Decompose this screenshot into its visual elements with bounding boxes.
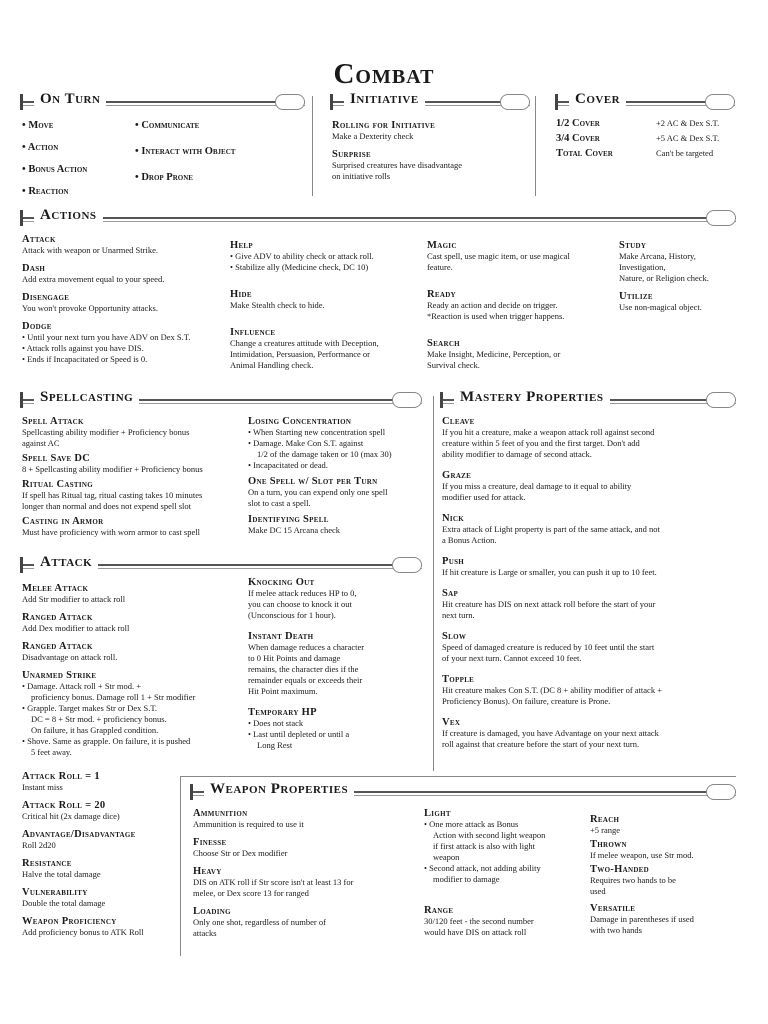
misc-title: Weapon Proficiency: [22, 916, 117, 927]
actions-col4: [619, 240, 749, 313]
versatile-line: with two hands: [590, 925, 642, 935]
dash-title: Dash: [22, 263, 46, 274]
instant-line: When damage reduces a character: [248, 642, 365, 652]
cover-name: 3/4 Cover: [556, 133, 600, 144]
thrown-text: If melee weapon, use Str mod.: [590, 850, 694, 860]
mastery-item-line: a Bonus Action.: [442, 535, 497, 545]
misc-title: Resistance: [22, 858, 72, 869]
one-spell-line: slot to cast a spell.: [248, 498, 311, 508]
on-turn-title: On Turn: [34, 91, 106, 108]
mastery-item-line: If hit creature is Large or smaller, you can push it up to 10 feet.: [442, 567, 657, 577]
loading-title: Loading: [193, 906, 231, 917]
mastery-item-line: Proficiency Bonus). On failure, creature is Prone.: [442, 696, 611, 706]
divider: [180, 776, 736, 777]
misc-text: Add proficiency bonus to ATK Roll: [22, 927, 144, 937]
temp-hp-title: Temporary HP: [248, 707, 317, 718]
light-line: Action with second light weapon: [433, 830, 546, 840]
magic-line: feature.: [427, 262, 453, 272]
unarmed-line: • Shove. Same as grapple. On failure, it is pushed: [22, 736, 191, 746]
identify-text: Make DC 15 Arcana check: [248, 525, 341, 535]
finesse-text: Choose Str or Dex modifier: [193, 848, 288, 858]
misc-text: Double the total damage: [22, 898, 106, 908]
attack-header: [20, 555, 422, 575]
attack-section-title: Attack: [34, 554, 98, 571]
on-turn-item: • Drop Prone: [135, 165, 305, 191]
ranged-text: Add Dex modifier to attack roll: [22, 623, 130, 633]
ritual-line: longer than normal and does not expend spell slot: [22, 501, 192, 511]
misc-text: Critical hit (2x damage dice): [22, 811, 120, 821]
one-spell-line: On a turn, you can expend only one spell: [248, 487, 388, 497]
on-turn-item: • Action: [22, 137, 132, 159]
light-line: • Second attack, not adding ability: [424, 863, 541, 873]
divider: [433, 396, 434, 771]
instant-line: remainder equals or exceeds their: [248, 675, 363, 685]
on-turn-col2: [135, 113, 305, 191]
initiative-header: [330, 92, 530, 112]
divider: [535, 96, 536, 196]
two-handed-title: Two-Handed: [590, 864, 650, 875]
misc-title: Attack Roll = 1: [22, 771, 100, 782]
attack-title: Attack: [22, 234, 56, 245]
losing-line: • When Starting new concentration spell: [248, 427, 386, 437]
spellcasting-col1: [22, 416, 247, 538]
cover-value: +5 AC & Dex S.T.: [656, 133, 720, 143]
misc-text: Roll 2d20: [22, 840, 56, 850]
spell-save-title: Spell Save DC: [22, 453, 91, 464]
help-line: • Give ADV to ability check or attack roll.: [230, 251, 374, 261]
attack-col2: [248, 577, 428, 751]
ranged2-text: Disadvantage on attack roll.: [22, 652, 118, 662]
help-title: Help: [230, 240, 253, 251]
hide-title: Hide: [230, 289, 252, 300]
dodge-line: • Ends if Incapacitated or Speed is 0.: [22, 354, 148, 364]
ritual-title: Ritual Casting: [22, 479, 94, 490]
knocking-line: you can choose to knock it out: [248, 599, 352, 609]
temp-hp-line: Long Rest: [257, 740, 293, 750]
mastery-list: [442, 416, 742, 750]
ready-line: Ready an action and decide on trigger.: [427, 300, 558, 310]
influence-title: Influence: [230, 327, 276, 338]
reach-title: Reach: [590, 814, 620, 825]
utilize-title: Utilize: [619, 291, 653, 302]
mastery-item-line: next turn.: [442, 610, 475, 620]
actions-header: [20, 208, 736, 228]
rolling-text: Make a Dexterity check: [332, 131, 414, 141]
disengage-text: You won't provoke Opportunity attacks.: [22, 303, 158, 313]
loading-line: Only one shot, regardless of number of: [193, 917, 326, 927]
mastery-item-line: Hit creature has DIS on next attack roll before the start of your: [442, 599, 656, 609]
dash-text: Add extra movement equal to your speed.: [22, 274, 165, 284]
instant-title: Instant Death: [248, 631, 314, 642]
on-turn-item: • Interact with Object: [135, 139, 305, 165]
light-title: Light: [424, 808, 451, 819]
armor-title: Casting in Armor: [22, 516, 104, 527]
misc-title: Attack Roll = 20: [22, 800, 106, 811]
mastery-header: [440, 390, 736, 410]
mastery-item-title: Slow: [442, 631, 467, 642]
mastery-item-title: Graze: [442, 470, 472, 481]
weapon-col2: [424, 808, 584, 938]
mastery-item-line: ability modifier to damage of second attack.: [442, 449, 592, 459]
unarmed-line: DC = 8 + Str mod. + proficiency bonus.: [31, 714, 167, 724]
unarmed-line: • Damage. Attack roll + Str mod. +: [22, 681, 142, 691]
two-handed-line: Requires two hands to be: [590, 875, 676, 885]
unarmed-line: proficiency bonus. Damage roll 1 + Str modifier: [31, 692, 196, 702]
heavy-line: DIS on ATK roll if Str score isn't at least 13 for: [193, 877, 354, 887]
armor-text: Must have proficiency with worn armor to cast spell: [22, 527, 200, 537]
cover-table: [556, 116, 736, 161]
search-line: Survival check.: [427, 360, 480, 370]
mastery-item-line: creature within 5 feet of you and the first target. Don't add: [442, 438, 640, 448]
search-title: Search: [427, 338, 460, 349]
knocking-line: If melee attack reduces HP to 0,: [248, 588, 357, 598]
light-line: weapon: [433, 852, 460, 862]
dodge-title: Dodge: [22, 321, 52, 332]
losing-line: • Incapacitated or dead.: [248, 460, 328, 470]
spell-attack-title: Spell Attack: [22, 416, 84, 427]
hide-text: Make Stealth check to hide.: [230, 300, 325, 310]
ready-title: Ready: [427, 289, 456, 300]
study-line: Investigation,: [619, 262, 666, 272]
study-title: Study: [619, 240, 647, 251]
magic-line: Cast spell, use magic item, or use magical: [427, 251, 570, 261]
ranged2-title: Ranged Attack: [22, 641, 93, 652]
divider: [180, 776, 181, 956]
instant-line: to 0 Hit Points and damage: [248, 653, 341, 663]
identify-title: Identifying Spell: [248, 514, 329, 525]
mastery-item-title: Vex: [442, 717, 461, 728]
cover-name: Total Cover: [556, 148, 613, 159]
dodge-line: • Until your next turn you have ADV on Dex S.T.: [22, 332, 191, 342]
weapon-col3: [590, 814, 740, 936]
one-spell-title: One Spell w/ Slot per Turn: [248, 476, 378, 487]
surprise-text: Surprised creatures have disadvantage: [332, 160, 463, 170]
initiative-body: [332, 120, 532, 182]
cover-value: +2 AC & Dex S.T.: [656, 118, 720, 128]
mastery-item-title: Nick: [442, 513, 465, 524]
mastery-item-title: Cleave: [442, 416, 475, 427]
ammo-title: Ammunition: [193, 808, 248, 819]
magic-title: Magic: [427, 240, 457, 251]
divider: [312, 96, 313, 196]
misc-title: Advantage/Disadvantage: [22, 829, 136, 840]
mastery-item-line: If you miss a creature, deal damage to it equal to ability: [442, 481, 632, 491]
losing-line: • Damage. Make Con S.T. against: [248, 438, 364, 448]
losing-line: 1/2 of the damage taken or 10 (max 30): [257, 449, 392, 459]
mastery-item-line: If you hit a creature, make a weapon attack roll against second: [442, 427, 655, 437]
spellcasting-col2: [248, 416, 428, 536]
cover-value: Can't be targeted: [656, 148, 714, 158]
misc-text: Instant miss: [22, 782, 63, 792]
on-turn-col1: [22, 115, 132, 203]
cover-row: [556, 116, 736, 131]
ready-line: *Reaction is used when trigger happens.: [427, 311, 565, 321]
mastery-title: Mastery Properties: [454, 389, 610, 406]
rolling-title: Rolling for Initiative: [332, 120, 436, 131]
thrown-title: Thrown: [590, 839, 627, 850]
mastery-item-title: Push: [442, 556, 465, 567]
mastery-item-line: modifier used for attack.: [442, 492, 526, 502]
mastery-item-line: of your next turn. Cannot exceed 10 feet.: [442, 653, 582, 663]
two-handed-line: used: [590, 886, 606, 896]
losing-title: Losing Concentration: [248, 416, 352, 427]
on-turn-header: [20, 92, 305, 112]
unarmed-line: • Grapple. Target makes Str or Dex S.T.: [22, 703, 158, 713]
study-line: Nature, or Religion check.: [619, 273, 709, 283]
unarmed-line: On failure, it has Grappled condition.: [31, 725, 159, 735]
cover-title: Cover: [569, 91, 626, 108]
cover-name: 1/2 Cover: [556, 118, 600, 129]
attack-col1: [22, 583, 247, 758]
mastery-item-title: Sap: [442, 588, 459, 599]
heavy-line: melee, or Dex score 13 for ranged: [193, 888, 309, 898]
influence-line: Intimidation, Persuasion, Performance or: [230, 349, 370, 359]
knocking-line: (Unconscious for 1 hour).: [248, 610, 336, 620]
cover-row: [556, 131, 736, 146]
spell-attack-line: against AC: [22, 438, 60, 448]
disengage-title: Disengage: [22, 292, 70, 303]
melee-title: Melee Attack: [22, 583, 89, 594]
search-line: Make Insight, Medicine, Perception, or: [427, 349, 561, 359]
dodge-line: • Attack rolls against you have DIS.: [22, 343, 144, 353]
instant-line: Hit Point maximum.: [248, 686, 318, 696]
page-title: Combat: [333, 58, 435, 90]
ammo-text: Ammunition is required to use it: [193, 819, 304, 829]
instant-line: remains, the character dies if the: [248, 664, 359, 674]
unarmed-line: 5 feet away.: [31, 747, 72, 757]
mastery-item-line: roll against that creature before the start of your next turn.: [442, 739, 640, 749]
versatile-title: Versatile: [590, 903, 636, 914]
surprise-title: Surprise: [332, 149, 371, 160]
attack-text: Attack with weapon or Unarmed Strike.: [22, 245, 158, 255]
spellcasting-header: [20, 390, 422, 410]
spell-save-text: 8 + Spellcasting ability modifier + Proficiency bonus: [22, 464, 203, 474]
spell-attack-line: Spellcasting ability modifier + Proficiency bonus: [22, 427, 190, 437]
misc-rules: [22, 771, 182, 938]
light-line: • One more attack as Bonus: [424, 819, 519, 829]
light-line: if first attack is also with light: [433, 841, 535, 851]
actions-col1: [22, 234, 227, 365]
mastery-item-title: Topple: [442, 674, 475, 685]
temp-hp-line: • Last until depleted or until a: [248, 729, 350, 739]
mastery-item-line: Extra attack of Light property is part of the same attack, and not: [442, 524, 660, 534]
range-line: would have DIS on attack roll: [424, 927, 527, 937]
actions-col3: [427, 240, 612, 371]
actions-col2: [230, 240, 420, 371]
influence-line: Animal Handling check.: [230, 360, 314, 370]
influence-line: Change a creatures attitude with Deception,: [230, 338, 379, 348]
actions-title: Actions: [34, 207, 103, 224]
ritual-line: If spell has Ritual tag, ritual casting takes 10 minutes: [22, 490, 203, 500]
help-line: • Stabilize ally (Medicine check, DC 10): [230, 262, 369, 272]
mastery-item-line: Hit creature makes Con S.T. (DC 8 + ability modifier of attack +: [442, 685, 662, 695]
melee-text: Add Str modifier to attack roll: [22, 594, 126, 604]
initiative-title: Initiative: [344, 91, 425, 108]
reach-text: +5 range: [590, 825, 621, 835]
knocking-title: Knocking Out: [248, 577, 315, 588]
weapon-col1: [193, 808, 413, 939]
on-turn-item: • Reaction: [22, 181, 132, 203]
weapon-header: [190, 782, 736, 802]
mastery-item-line: If creature is damaged, you have Advantage on your next attack: [442, 728, 659, 738]
versatile-line: Damage in parentheses if used: [590, 914, 694, 924]
loading-line: attacks: [193, 928, 217, 938]
light-line: modifier to damage: [433, 874, 500, 884]
finesse-title: Finesse: [193, 837, 227, 848]
surprise-text: on initiative rolls: [332, 171, 391, 181]
cover-row: [556, 146, 736, 161]
temp-hp-line: • Does not stack: [248, 718, 304, 728]
spellcasting-title: Spellcasting: [34, 389, 139, 406]
ranged-title: Ranged Attack: [22, 612, 93, 623]
misc-text: Halve the total damage: [22, 869, 101, 879]
on-turn-item: • Move: [22, 115, 132, 137]
cover-header: [555, 92, 735, 112]
study-line: Make Arcana, History,: [619, 251, 696, 261]
weapon-title: Weapon Properties: [204, 781, 354, 798]
on-turn-item: • Communicate: [135, 113, 305, 139]
utilize-text: Use non-magical object.: [619, 302, 702, 312]
heavy-title: Heavy: [193, 866, 222, 877]
mastery-item-line: Speed of damaged creature is reduced by 10 feet until the start: [442, 642, 655, 652]
on-turn-item: • Bonus Action: [22, 159, 132, 181]
range-title: Range: [424, 905, 454, 916]
range-line: 30/120 feet - the second number: [424, 916, 534, 926]
misc-title: Vulnerability: [22, 887, 88, 898]
unarmed-title: Unarmed Strike: [22, 670, 97, 681]
